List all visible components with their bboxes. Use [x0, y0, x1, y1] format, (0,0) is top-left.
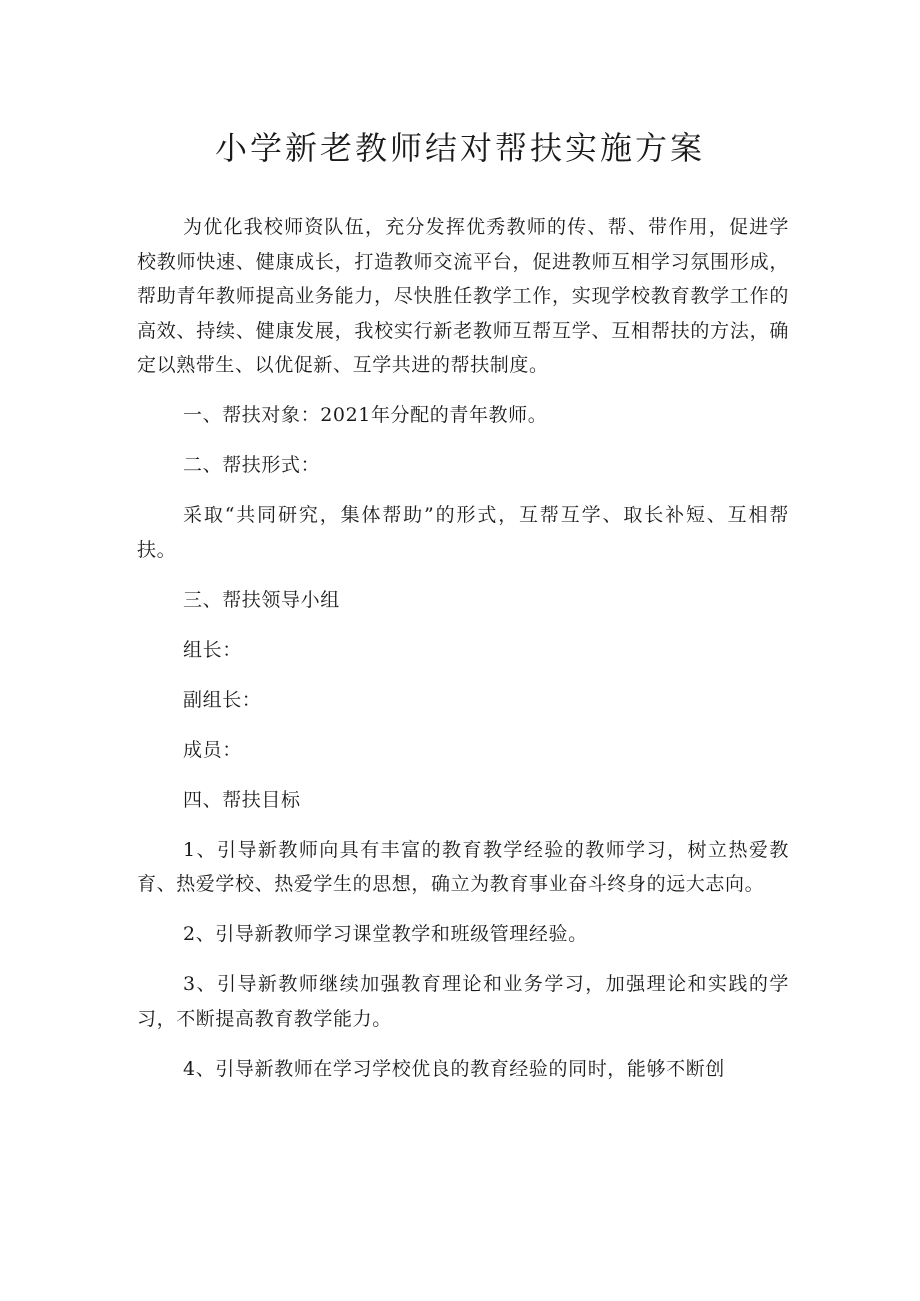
intro-paragraph: 为优化我校师资队伍，充分发挥优秀教师的传、帮、带作用，促进学校教师快速、健康成长，打造教师交流平台，促进教师互相学习氛围形成，帮助青年教师提高业务能力，尽快胜任教学工作，实现学校教育教学工作的高效、持续、健康发展，我校实行新老教师互帮互学、互相帮扶的方法，确定以熟带生、以优促新、互学共进的帮扶制度。: [137, 216, 789, 376]
document-title: 小学新老教师结对帮扶实施方案: [214, 129, 705, 167]
members-line: 成员：: [183, 738, 242, 761]
group-leader-line: 组长：: [183, 638, 242, 661]
document-body: [137, 210, 789, 1086]
goal-item-3: 3、引导新教师继续加强教育理论和业务学习，加强理论和实践的学习，不断提高教育教学能力。: [137, 973, 789, 1030]
goal-item-2: 2、引导新教师学习课堂教学和班级管理经验。: [183, 923, 588, 945]
goal-item-4: 4、引导新教师在学习学校优良的教育经验的同时，能够不断创: [183, 1057, 725, 1080]
section-2-content: 采取“共同研究，集体帮助”的形式，互帮互学、取长补短、互相帮扶。: [137, 504, 789, 561]
section-3-heading: 三、帮扶领导小组: [183, 588, 340, 611]
deputy-leader-line: 副组长：: [183, 688, 262, 711]
section-1-heading: 一、帮扶对象：2021年分配的青年教师。: [183, 404, 548, 426]
goal-item-1: 1、引导新教师向具有丰富的教育教学经验的教师学习，树立热爱教育、热爱学校、热爱学生的思想，确立为教育事业奋斗终身的远大志向。: [137, 838, 789, 895]
section-4-heading: 四、帮扶目标: [183, 788, 301, 811]
section-2-heading: 二、帮扶形式：: [183, 454, 321, 476]
